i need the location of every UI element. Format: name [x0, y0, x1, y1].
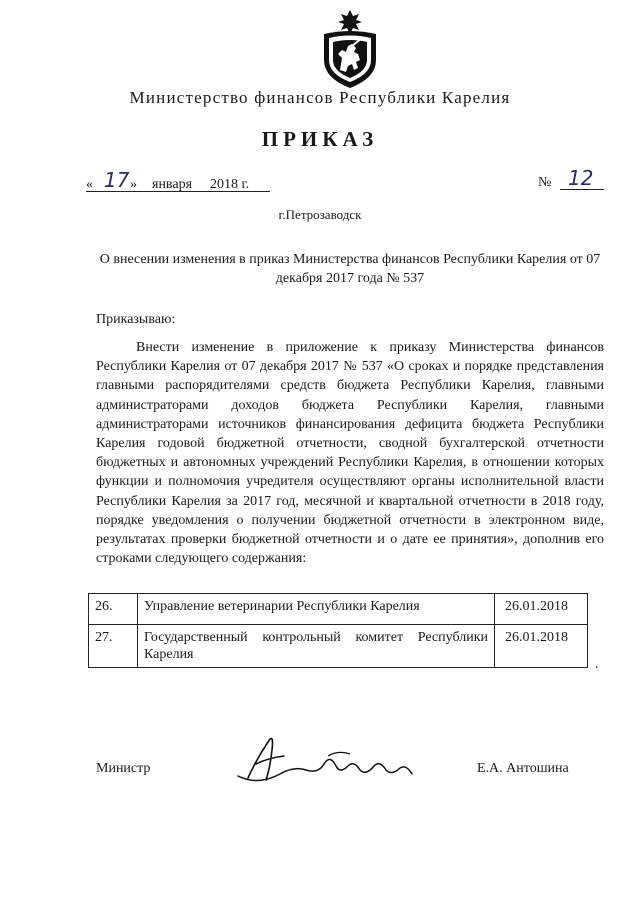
document-type-title: ПРИКАЗ	[261, 127, 379, 151]
row-number: 26.	[89, 594, 138, 625]
order-number	[538, 166, 604, 194]
row-date: 26.01.2018	[495, 594, 588, 625]
date-quote-open: «	[86, 177, 93, 192]
date-underline	[86, 191, 270, 192]
order-verb: Приказываю:	[96, 312, 176, 327]
date-month: января	[152, 177, 193, 192]
date-day-handwritten: 17	[104, 168, 130, 192]
ministry-name: Министерство финансов Республики Карелия	[129, 88, 511, 107]
number-value-handwritten: 12	[568, 166, 594, 190]
signer-title: Министр	[96, 761, 151, 776]
karelia-coat-of-arms-emblem	[316, 8, 384, 90]
handwritten-signature	[228, 720, 428, 790]
city: г.Петрозаводск	[278, 207, 362, 222]
date-quote-close: »	[130, 177, 137, 192]
table-trailing-period: .	[595, 657, 599, 672]
row-organization: Государственный контрольный комитет Республики Карелия	[138, 625, 495, 668]
order-date	[86, 168, 276, 194]
order-body-paragraph: Внести изменение в приложение к приказу Министерства финансов Республики Карелия от 07 декабря 2017 № 537 «О сроках и порядке представления главными распорядителями средств бюджета Республики Карелия, главными администраторами доходов бюджета Республики Карелия, главными администраторами источников финансирования дефицита бюджета Республики Карелия годовой бюджетной отчетности, сводной бухгалтерской отчетности бюджетных и автономных учреждений Республики Карелия, в отношении которых функции и полномочия учредителя осуществляют органы исполнительной власти Республики Карелия за 2017 год, месячной и квартальной отчетности в 2018 году, порядке уведомления о получении бюджетной отчетности в электронном виде, результатах проверки бюджетной отчетности и о дате ее принятия», дополнив его строками следующего содержания:	[96, 340, 604, 567]
signer-name: Е.А. Антошина	[477, 761, 569, 776]
table-row	[89, 594, 588, 625]
row-number: 27.	[89, 625, 138, 668]
order-subject: О внесении изменения в приказ Министерства финансов Республики Карелия от 07 декабря 2017 года № 537	[99, 252, 601, 286]
date-year: 2018 г.	[210, 177, 250, 192]
row-organization: Управление ветеринарии Республики Карелия	[138, 594, 495, 625]
table-row	[89, 625, 588, 668]
added-rows-table	[88, 593, 588, 668]
row-date: 26.01.2018	[495, 625, 588, 668]
number-sign: №	[538, 175, 552, 190]
number-underline	[560, 189, 604, 190]
